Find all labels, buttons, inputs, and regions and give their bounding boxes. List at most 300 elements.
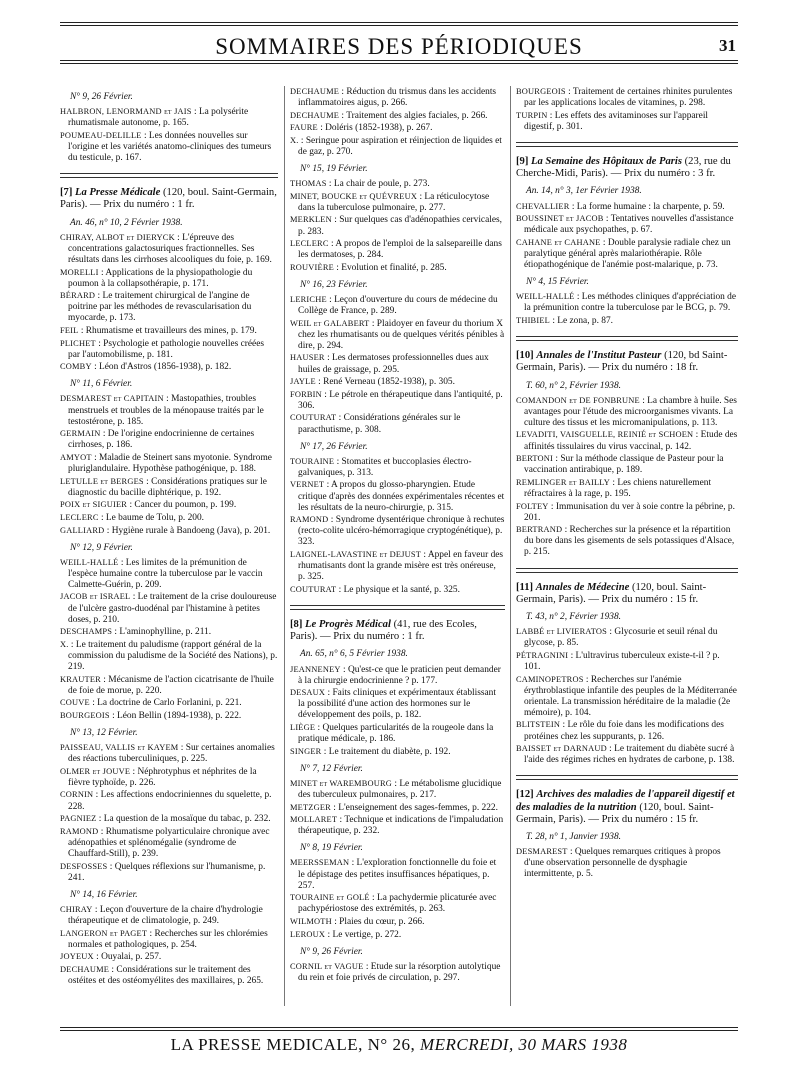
periodical-details: (120, boul. Saint-Germain, Paris). — Prix du numéro : 15 fr. bbox=[516, 581, 707, 605]
article-title: Les effets des avitaminoses sur l'appareil digestif, p. 301. bbox=[524, 110, 709, 132]
article-title: Plaies du cœur, p. 266. bbox=[339, 916, 425, 927]
article-title: Le traitement du diabète sucré à l'aide des régimes riches en hydrates de carbone, p. 138. bbox=[524, 744, 735, 766]
article-entry: DESFOSSES : Quelques réflexions sur l'humanisme, p. 241. bbox=[60, 861, 266, 883]
article-title: Qu'est-ce que le praticien peut demander à la chirurgie endocrinienne ? p. 177. bbox=[298, 664, 501, 686]
article-title: Les chiens naturellement réfractaires à la rage, p. 195. bbox=[524, 477, 712, 499]
article-authors: LANGERON et PAGET bbox=[60, 928, 148, 938]
article-title: Cancer du poumon, p. 199. bbox=[134, 500, 237, 511]
periodical-number: [8] bbox=[290, 618, 303, 630]
article-entry: LABBÉ et LIVIERATOS : Glycosurie et seuil rénal du glycose, p. 85. bbox=[516, 627, 718, 649]
article-entry: LANGERON et PAGET : Recherches sur les chlorémies normales et pathologiques, p. 254. bbox=[60, 928, 268, 950]
article-entry: ROUVIÈRE : Evolution et finalité, p. 285. bbox=[290, 262, 447, 273]
article-title: Les limites de la prémunition de l'espèce humaine contre la tuberculose par le vaccin Calmette-Guérin, p. 209. bbox=[68, 557, 263, 590]
article-title: Plaidoyer en faveur du thorium X chez les rhumatisants ou de quelques vérités pénibles à dire, p. 294. bbox=[298, 318, 505, 351]
article-authors: COUVE bbox=[60, 698, 90, 708]
article-authors: MERKLEN bbox=[290, 215, 332, 225]
issue-heading: N° 8, 19 Février. bbox=[300, 843, 363, 854]
article-entry: LIÈGE : Quelques particularités de la rougeole dans la pratique médicale, p. 186. bbox=[290, 723, 494, 745]
article-title: Recherches sur la présence et la répartition du bore dans les gisements de sels potassiques d'Alsace, p. 215. bbox=[524, 525, 735, 558]
article-authors: THOMAS bbox=[290, 179, 327, 189]
issue-heading: N° 13, 12 Février. bbox=[70, 728, 138, 738]
article-entry: WILMOTH : Plaies du cœur, p. 266. bbox=[290, 916, 425, 927]
article-entry: THOMAS : La chair de poule, p. 273. bbox=[290, 179, 430, 190]
article-entry: LEROUX : Le vertige, p. 272. bbox=[290, 929, 402, 940]
article-title: Les affections endocriniennes du squelette, p. 228. bbox=[68, 790, 272, 812]
article-entry: BERTRAND : Recherches sur la présence et la répartition du bore dans les gisements de sels potassiques d'Alsace, p. 215. bbox=[516, 525, 735, 558]
issue-heading: N° 9, 26 Février. bbox=[70, 92, 133, 102]
article-authors: COMANDON et DE FONBRUNE bbox=[516, 395, 640, 405]
article-authors: X. bbox=[290, 135, 299, 145]
issue-heading: N° 12, 9 Février. bbox=[70, 542, 133, 553]
article-title: A propos de l'emploi de la salsepareille dans les dermatoses, p. 284. bbox=[298, 239, 502, 261]
article-authors: LETULLE et BERGES bbox=[60, 476, 144, 486]
article-authors: FOLTEY bbox=[516, 501, 549, 511]
article-title: Le traitement chirurgical de l'angine de poitrine par les méthodes de revascularisation du myocarde, p. 173. bbox=[68, 291, 252, 324]
article-entry: FORBIN : Le pétrole en thérapeutique dans l'antiquité, p. 306. bbox=[290, 389, 503, 411]
periodical-header-11 bbox=[516, 582, 738, 607]
article-entry: DECHAUME : Considérations sur le traitement des ostéites et des ostéomyélites des maxillaires, p. 265. bbox=[60, 964, 264, 986]
article-authors: DECHAUME bbox=[60, 964, 110, 974]
article-entry: FEIL : Rhumatisme et travailleurs des mines, p. 179. bbox=[60, 326, 257, 336]
periodical-header-7 bbox=[60, 187, 278, 212]
footer-rule-top bbox=[60, 1027, 738, 1028]
article-entry: CHIRAY : Leçon d'ouverture de la chaire d'hydrologie thérapeutique et de climatologie, p. 249. bbox=[60, 904, 263, 926]
article-entry: SINGER : Le traitement du diabète, p. 192. bbox=[290, 746, 451, 757]
article-entry: RAMOND : Rhumatisme polyarticulaire chronique avec adénopathies et splénomégalie (syndrome de Chauffard-Still), p. 239. bbox=[60, 826, 270, 859]
article-entry: POIX et SIGUIER : Cancer du poumon, p. 199. bbox=[60, 500, 237, 511]
entry-block bbox=[290, 649, 505, 983]
article-entry: PLICHET : Psychologie et pathologie nouvelles créées par l'automobilisme, p. 181. bbox=[60, 338, 265, 360]
article-entry: RAMOND : Syndrome dysentérique chronique à rechutes (recto-colite ulcéro-hémorragique cryptogénétique), p. 323. bbox=[290, 515, 505, 548]
article-title: De l'origine endocrinienne de certaines cirrhoses, p. 186. bbox=[68, 429, 255, 451]
article-authors: CHIRAY bbox=[60, 904, 93, 914]
article-authors: DESMAREST et CAPITAIN bbox=[60, 394, 164, 404]
article-title: Evolution et finalité, p. 285. bbox=[341, 262, 447, 273]
article-authors: X. bbox=[60, 639, 69, 649]
article-entry: GALLIARD : Hygiène rurale à Bandoeng (Java), p. 201. bbox=[60, 525, 271, 536]
article-authors: MEERSSEMAN bbox=[290, 858, 350, 868]
article-title: Double paralysie radiale chez un paralytique général après malariothérapie. Rôle étiopathogénique de l'anémie post-malarique, p. 73. bbox=[524, 237, 731, 271]
header-rule-bottom bbox=[60, 60, 738, 61]
column-divider-2 bbox=[510, 86, 511, 1006]
article-authors: LIÈGE bbox=[290, 723, 316, 732]
article-title: La pachydermie plicaturée avec pachypériostose des extrémités, p. 263. bbox=[298, 893, 497, 915]
article-authors: FORBIN bbox=[290, 389, 322, 399]
article-entry: JOYEUX : Ouyalai, p. 257. bbox=[60, 952, 162, 963]
article-entry: TOURAINE et GOLÉ : La pachydermie plicaturée avec pachypériostose des extrémités, p. 263. bbox=[290, 893, 497, 915]
article-authors: WEILL-HALLÉ bbox=[60, 557, 119, 567]
article-entry: JEANNENEY : Qu'est-ce que le praticien peut demander à la chirurgie endocrinienne ? p. 177. bbox=[290, 664, 501, 686]
article-title: L'aminophylline, p. 211. bbox=[119, 627, 212, 638]
periodical-title: Le Progrès Médical bbox=[305, 618, 391, 630]
periodical-title: La Presse Médicale bbox=[75, 187, 161, 199]
article-title: Quelques réflexions sur l'humanisme, p. 241. bbox=[68, 861, 266, 883]
article-entry: VERNET : A propos du glosso-pharyngien. Etude critique d'après des données expérimentales récentes et les résultats de la neuro-chirurgie, p. 315. bbox=[290, 480, 505, 513]
article-authors: LECLERC bbox=[290, 239, 329, 249]
article-authors: HALBRON, LENORMAND et JAIS bbox=[60, 107, 192, 117]
article-entry: CAMINOPETROS : Recherches sur l'anémie érythroblastique infantile des peuples de la Méditerranée orientale. La transmission héréditaire de la maladie (2e mémoire), p. 104. bbox=[516, 674, 737, 718]
article-title: Rhumatisme et travailleurs des mines, p. 179. bbox=[85, 326, 257, 336]
periodical-title: La Semaine des Hôpitaux de Paris bbox=[531, 155, 682, 167]
article-entry: COUTURAT : Le physique et la santé, p. 325. bbox=[290, 584, 460, 595]
article-title: Considérations sur le traitement des ostéites et des ostéomyélites des maxillaires, p. 265. bbox=[68, 964, 264, 986]
issue-heading: An. 46, n° 10, 2 Février 1938. bbox=[70, 217, 183, 228]
article-authors: BOUSSINET et JACOB bbox=[516, 214, 604, 224]
article-entry: DESCHAMPS : L'aminophylline, p. 211. bbox=[60, 627, 212, 638]
article-title: Le métabolisme glucidique des tuberculeux pulmonaires, p. 217. bbox=[298, 778, 502, 800]
issue-heading: N° 9, 26 Février. bbox=[300, 946, 363, 957]
article-authors: HAUSER bbox=[290, 353, 325, 363]
article-title: Le traitement du diabète, p. 192. bbox=[328, 746, 451, 757]
article-title: Léon Bellin (1894-1938), p. 222. bbox=[117, 710, 242, 721]
article-title: Le traitement de la crise douloureuse de l'ulcère gastro-duodénal par l'histamine à petites doses, p. 210. bbox=[68, 592, 277, 625]
article-authors: JAYLE bbox=[290, 377, 316, 387]
article-title: Psychologie et pathologie nouvelles créées par l'automobilisme, p. 181. bbox=[68, 338, 265, 360]
entry-block bbox=[516, 612, 738, 766]
article-authors: RAMOND bbox=[290, 515, 329, 525]
article-entry: DECHAUME : Réduction du trismus dans les accidents inflammatoires aigus, p. 266. bbox=[290, 87, 497, 109]
issue-heading: An. 14, n° 3, 1er Février 1938. bbox=[526, 186, 642, 197]
article-title: Les méthodes cliniques d'appréciation de la prémunition contre la tuberculose par le BCG, p. 79. bbox=[524, 292, 737, 314]
article-entry: TURPIN : Les effets des avitaminoses sur l'appareil digestif, p. 301. bbox=[516, 110, 709, 132]
article-authors: RAMOND bbox=[60, 826, 99, 836]
article-authors: WILMOTH bbox=[290, 916, 332, 926]
article-entry: HALBRON, LENORMAND et JAIS : La polysérite rhumatismale autonome, p. 165. bbox=[60, 107, 249, 129]
article-authors: TOURAINE et GOLÉ bbox=[290, 893, 370, 903]
article-title: Les données nouvelles sur l'origine et les variétés anatomo-cliniques des tumeurs du testicule, p. 167. bbox=[68, 130, 272, 163]
article-authors: BÉRARD bbox=[60, 291, 96, 301]
article-authors: VERNET bbox=[290, 480, 325, 490]
periodical-details: (41, rue des Ecoles, Paris). — Prix du numéro : 1 fr. bbox=[290, 618, 477, 643]
entry-block bbox=[516, 832, 738, 880]
article-entry: PAGNIEZ : La question de la mosaïque du tabac, p. 232. bbox=[60, 814, 271, 825]
article-authors: AMYOT bbox=[60, 452, 92, 462]
article-entry: MORELLI : Applications de la physiopathologie du poumon à la collapsothérapie, p. 171. bbox=[60, 267, 253, 289]
article-authors: CORNIL et VAGUE bbox=[290, 961, 364, 971]
article-authors: TURPIN bbox=[516, 110, 548, 120]
periodical-header-8 bbox=[290, 619, 505, 644]
page-number: 31 bbox=[719, 36, 736, 55]
issue-heading: N° 15, 19 Février. bbox=[300, 164, 368, 175]
periodical-details: (120, boul. Saint-Germain, Paris). — Prix du numéro : 1 fr. bbox=[60, 187, 277, 211]
article-title: Mastopathies, troubles menstruels et troubles de la ménopause traités par le testostérone, p. 185. bbox=[68, 394, 264, 427]
article-entry: LECLERC : Le baume de Tolu, p. 200. bbox=[60, 512, 205, 523]
periodical-number: [9] bbox=[516, 155, 529, 167]
article-entry: COMBY : Léon d'Astros (1856-1938), p. 182. bbox=[60, 362, 232, 373]
article-authors: BERTRAND bbox=[516, 525, 563, 535]
article-entry: CORNIN : Les affections endocriniennes du squelette, p. 228. bbox=[60, 790, 272, 812]
header-rule-top bbox=[60, 22, 738, 23]
article-title: Sur quelques cas d'adénopathies cervicales, p. 283. bbox=[298, 215, 503, 237]
article-title: Leçon d'ouverture du cours de médecine du Collège de France, p. 289. bbox=[298, 295, 498, 317]
article-authors: WEIL et GALABERT bbox=[290, 318, 370, 328]
article-authors: PÉTRAGNINI bbox=[516, 650, 569, 660]
separator bbox=[516, 775, 738, 780]
footer-date: MERCREDI, 30 MARS 1938 bbox=[419, 1035, 628, 1054]
footer-journal: LA PRESSE MEDICALE, N° 26, bbox=[170, 1035, 420, 1054]
column-divider-1 bbox=[284, 86, 285, 1006]
article-authors: LECLERC bbox=[60, 512, 99, 522]
periodical-number: [10] bbox=[516, 350, 534, 361]
entry-block bbox=[516, 381, 738, 559]
article-authors: DESCHAMPS bbox=[60, 627, 113, 637]
issue-heading: T. 43, n° 2, Février 1938. bbox=[526, 612, 621, 623]
article-title: Technique et indications de l'impaludation thérapeutique, p. 232. bbox=[298, 815, 504, 837]
article-authors: KRAUTER bbox=[60, 674, 101, 684]
article-title: Le vertige, p. 272. bbox=[332, 929, 402, 940]
article-authors: CHEVALLIER bbox=[516, 201, 570, 211]
article-entry: FOLTEY : Immunisation du ver à soie contre la pébrine, p. 201. bbox=[516, 501, 735, 523]
article-entry: FAURE : Doléris (1852-1938), p. 267. bbox=[290, 123, 433, 134]
article-title: Quelques remarques critiques à propos d'une observation personnelle de dysphagie intermittente, p. 5. bbox=[524, 847, 721, 880]
article-entry: MINET, BOUCKE et QUÉVREUX : La réticulocytose dans la tuberculose pulmonaire, p. 277. bbox=[290, 191, 490, 213]
article-authors: SINGER bbox=[290, 746, 322, 756]
issue-heading: An. 65, n° 6, 5 Février 1938. bbox=[300, 649, 408, 660]
article-entry: CHEVALLIER : La forme humaine : la charpente, p. 59. bbox=[516, 201, 725, 212]
article-title: Les dermatoses professionnelles dues aux huiles de graissage, p. 295. bbox=[298, 353, 489, 375]
article-authors: DESAUX bbox=[290, 688, 326, 698]
article-entry: OLMER et JOUVE : Néphrotyphus et néphrites de la fièvre typhoïde, p. 226. bbox=[60, 766, 257, 788]
article-title: Faits cliniques et expérimentaux établissant la possibilité d'une action des hormones sur le développement des poils, p. 182. bbox=[298, 688, 496, 721]
article-title: Etude sur la résorption autolytique du rein et foie privés de circulation, p. 297. bbox=[298, 961, 501, 983]
article-entry: WEILL-HALLÉ : Les méthodes cliniques d'appréciation de la prémunition contre la tuberculose par le BCG, p. 79. bbox=[516, 292, 737, 314]
article-title: René Verneau (1852-1938), p. 305. bbox=[323, 377, 455, 388]
article-entry: HAUSER : Les dermatoses professionnelles dues aux huiles de graissage, p. 295. bbox=[290, 353, 489, 375]
issue-heading: T. 28, n° 1, Janvier 1938. bbox=[526, 832, 621, 843]
entry-block bbox=[60, 92, 278, 164]
entry-block bbox=[516, 186, 738, 327]
article-entry: COUTURAT : Considérations générales sur le paracthutisme, p. 308. bbox=[290, 413, 461, 435]
article-entry: MOLLARET : Technique et indications de l'impaludation thérapeutique, p. 232. bbox=[290, 815, 504, 837]
article-title: Rhumatisme polyarticulaire chronique avec adénopathies et splénomégalie (syndrome de Chauffard-Still), p. 239. bbox=[68, 826, 270, 859]
article-title: Le rôle du foie dans les modifications des protéines chez les suppurants, p. 126. bbox=[524, 720, 724, 742]
article-authors: CAHANE et CAHANE bbox=[516, 237, 601, 247]
article-authors: POIX et SIGUIER bbox=[60, 500, 128, 510]
article-authors: PAISSEAU, VALLIS et KAYEM bbox=[60, 743, 179, 753]
article-entry: BERTONI : Sur la méthode classique de Pasteur pour la vaccination antirabique, p. 189. bbox=[516, 454, 724, 476]
footer-rule-top-2 bbox=[60, 1030, 738, 1031]
article-title: Maladie de Steinert sans myotonie. Syndrome pluriglandulaire. Hypothèse pathogénique, p. 188. bbox=[68, 452, 272, 475]
column-2 bbox=[290, 86, 505, 1026]
article-title: Néphrotyphus et néphrites de la fièvre typhoïde, p. 226. bbox=[68, 766, 257, 788]
article-authors: BOURGEOIS bbox=[60, 710, 110, 720]
separator bbox=[516, 142, 738, 147]
issue-heading: N° 14, 16 Février. bbox=[70, 889, 138, 900]
article-entry: COUVE : La doctrine de Carlo Forlanini, p. 221. bbox=[60, 698, 242, 709]
article-title: La question de la mosaïque du tabac, p. 232. bbox=[103, 814, 271, 825]
article-entry: WEILL-HALLÉ : Les limites de la prémunition de l'espèce humaine contre la tuberculose par le vaccin Calmette-Guérin, p. 209. bbox=[60, 557, 263, 590]
article-entry: PAISSEAU, VALLIS et KAYEM : Sur certaines anomalies des réactions tuberculiniques, p. 225. bbox=[60, 743, 275, 765]
article-title: La chambre à huile. Ses avantages pour l'étude des microorganismes vivants. La culture des tissus et les micromanipulations, p. 113. bbox=[524, 395, 737, 428]
article-authors: BAISSET et DARNAUD bbox=[516, 744, 607, 754]
article-title: Sur certaines anomalies des réactions tuberculiniques, p. 225. bbox=[68, 743, 275, 765]
article-entry: X. : Seringue pour aspiration et réinjection de liquides et de gaz, p. 270. bbox=[290, 135, 502, 157]
article-title: L'ultravirus tuberculeux existe-t-il ? p. 101. bbox=[524, 650, 720, 672]
article-title: Le zona, p. 87. bbox=[557, 315, 613, 326]
article-authors: JACOB et ISRAEL bbox=[60, 592, 131, 602]
article-authors: JEANNENEY bbox=[290, 664, 341, 674]
article-authors: FAURE bbox=[290, 123, 318, 133]
article-authors: CORNIN bbox=[60, 790, 94, 800]
article-authors: OLMER et JOUVE bbox=[60, 766, 131, 776]
article-entry: LEVADITI, VAISGUELLE, REINIÉ et SCHOEN : Etude des affinités tissulaires du virus vaccinal, p. 142. bbox=[516, 430, 738, 452]
article-entry: CAHANE et CAHANE : Double paralysie radiale chez un paralytique général après malariothérapie. Rôle étiopathogénique de l'anémie post-malarique, p. 73. bbox=[516, 237, 731, 271]
column-1 bbox=[60, 86, 278, 1026]
article-authors: COMBY bbox=[60, 362, 92, 372]
issue-heading: N° 7, 12 Février. bbox=[300, 763, 363, 774]
article-authors: MINET, BOUCKE et QUÉVREUX bbox=[290, 191, 418, 201]
entry-block bbox=[290, 86, 505, 596]
article-entry: JACOB et ISRAEL : Le traitement de la crise douloureuse de l'ulcère gastro-duodénal par l'histamine à petites doses, p. 210. bbox=[60, 592, 277, 625]
article-title: Immunisation du ver à soie contre la pébrine, p. 201. bbox=[524, 501, 735, 523]
article-authors: CHIRAY, ALBOT et DIERYCK bbox=[60, 232, 175, 242]
article-title: Leçon d'ouverture de la chaire d'hydrologie thérapeutique et de climatologie, p. 249. bbox=[68, 904, 263, 926]
article-entry: BOUSSINET et JACOB : Tentatives nouvelles d'assistance médicale aux psychopathes, p. 67. bbox=[516, 214, 734, 236]
article-title: Le physique et la santé, p. 325. bbox=[343, 584, 460, 595]
header-rule-bottom-2 bbox=[60, 63, 738, 64]
periodical-header-10 bbox=[516, 350, 738, 375]
article-authors: BOURGEOIS bbox=[516, 87, 566, 96]
article-authors: ROUVIÈRE bbox=[290, 262, 334, 272]
article-title: Recherches sur les chlorémies normales et pathologiques, p. 254. bbox=[68, 928, 268, 950]
periodical-header-9 bbox=[516, 156, 738, 181]
article-title: Réduction du trismus dans les accidents inflammatoires aigus, p. 266. bbox=[298, 87, 497, 109]
article-entry: METZGER : L'enseignement des sages-femmes, p. 222. bbox=[290, 802, 498, 813]
article-entry: MERKLEN : Sur quelques cas d'adénopathies cervicales, p. 283. bbox=[290, 215, 503, 237]
article-entry: COMANDON et DE FONBRUNE : La chambre à huile. Ses avantages pour l'étude des microorganismes vivants. La culture des tissus et les micromanipulations, p. 113. bbox=[516, 395, 737, 428]
article-entry: BOURGEOIS : Traitement de certaines rhinites purulentes par les applications locales de vitamines, p. 298. bbox=[516, 87, 733, 109]
article-authors: REMLINGER et BAILLY bbox=[516, 477, 611, 487]
article-authors: LEVADITI, VAISGUELLE, REINIÉ et SCHOEN bbox=[516, 430, 694, 440]
article-entry: BOURGEOIS : Léon Bellin (1894-1938), p. 222. bbox=[60, 710, 242, 721]
article-entry: GERMAIN : De l'origine endocrinienne de certaines cirrhoses, p. 186. bbox=[60, 429, 255, 451]
article-title: Le traitement du paludisme (rapport général de la commission du paludisme de la Société des Nations), p. 219. bbox=[68, 639, 278, 673]
issue-heading: N° 16, 23 Février. bbox=[300, 279, 368, 290]
entry-block bbox=[516, 86, 738, 133]
article-title: La forme humaine : la charpente, p. 59. bbox=[576, 201, 725, 212]
periodical-number: [7] bbox=[60, 187, 73, 199]
periodical-number: [12] bbox=[516, 789, 534, 801]
periodical-details: (120, boul. Saint-Germain, Paris). — Prix du numéro : 15 fr. bbox=[516, 801, 714, 825]
article-entry: LETULLE et BERGES : Considérations pratiques sur le diagnostic du bacille diphtérique, p. 192. bbox=[60, 476, 267, 498]
article-authors: LERICHE bbox=[290, 295, 327, 304]
issue-heading: T. 60, n° 2, Février 1938. bbox=[526, 380, 621, 391]
article-authors: PAGNIEZ bbox=[60, 814, 97, 824]
article-authors: JOYEUX bbox=[60, 952, 94, 962]
article-entry: THIBIEL : Le zona, p. 87. bbox=[516, 315, 613, 326]
article-entry: MINET et WAREMBOURG : Le métabolisme glucidique des tuberculeux pulmonaires, p. 217. bbox=[290, 778, 502, 800]
article-title: Doléris (1852-1938), p. 267. bbox=[325, 123, 433, 134]
article-title: Ouyalai, p. 257. bbox=[101, 952, 162, 963]
article-entry: BÉRARD : Le traitement chirurgical de l'angine de poitrine par les méthodes de revascularisation du myocarde, p. 173. bbox=[60, 291, 252, 324]
article-title: Tentatives nouvelles d'assistance médicale aux psychopathes, p. 67. bbox=[524, 214, 734, 236]
article-entry: KRAUTER : Mécanisme de l'action cicatrisante de l'huile de foie de morue, p. 220. bbox=[60, 674, 274, 696]
article-title: La polysérite rhumatismale autonome, p. 165. bbox=[68, 107, 249, 129]
article-entry: LAIGNEL-LAVASTINE et DEJUST : Appel en faveur des rhumatisants dont la grande misère est très onéreuse, p. 325. bbox=[290, 549, 504, 583]
article-entry: TOURAINE : Stomatites et buccoplasies électro-galvaniques, p. 313. bbox=[290, 456, 472, 478]
article-entry: DESAUX : Faits cliniques et expérimentaux établissant la possibilité d'une action des hormones sur le développement des poils, p. 182. bbox=[290, 688, 496, 721]
article-authors: FEIL bbox=[60, 326, 79, 335]
article-title: Considérations générales sur le paracthutisme, p. 308. bbox=[298, 413, 461, 435]
article-entry: MEERSSEMAN : L'exploration fonctionnelle du foie et le dépistage des petites insuffisances hépatiques, p. 257. bbox=[290, 858, 497, 891]
article-title: Traitement des algies faciales, p. 266. bbox=[346, 110, 488, 121]
article-entry: DESMAREST : Quelques remarques critiques à propos d'une observation personnelle de dysphagie intermittente, p. 5. bbox=[516, 847, 721, 880]
article-authors: MORELLI bbox=[60, 267, 99, 277]
page-title: SOMMAIRES DES PÉRIODIQUES bbox=[215, 34, 583, 59]
article-title: Considérations pratiques sur le diagnostic du bacille diphtérique, p. 192. bbox=[68, 476, 267, 498]
article-authors: POUMEAU-DELILLE bbox=[60, 130, 142, 140]
article-title: Appel en faveur des rhumatisants dont la grande misère est très onéreuse, p. 325. bbox=[298, 549, 504, 583]
article-authors: DECHAUME bbox=[290, 110, 340, 120]
article-authors: METZGER bbox=[290, 802, 331, 812]
article-authors: MINET et WAREMBOURG bbox=[290, 778, 393, 788]
article-title: Recherches sur l'anémie érythroblastique infantile des peuples de la Méditerranée orientale. La transmission héréditaire de la maladie (2e mémoire), p. 104. bbox=[524, 674, 737, 718]
article-entry: POUMEAU-DELILLE : Les données nouvelles sur l'origine et les variétés anatomo-cliniques des tumeurs du testicule, p. 167. bbox=[60, 130, 272, 163]
article-authors: BLITSTEIN bbox=[516, 720, 561, 730]
article-title: A propos du glosso-pharyngien. Etude critique d'après des données expérimentales récentes et les résultats de la neuro-chirurgie, p. 315. bbox=[298, 480, 505, 513]
article-entry: DESMAREST et CAPITAIN : Mastopathies, troubles menstruels et troubles de la ménopause traités par le testostérone, p. 185. bbox=[60, 394, 264, 427]
article-title: Le pétrole en thérapeutique dans l'antiquité, p. 306. bbox=[298, 389, 503, 411]
article-authors: LAIGNEL-LAVASTINE et DEJUST bbox=[290, 549, 422, 559]
article-title: Syndrome dysentérique chronique à rechutes (recto-colite ulcéro-hémorragique cryptogénétique), p. 323. bbox=[298, 515, 505, 548]
article-authors: GALLIARD bbox=[60, 525, 105, 535]
article-authors: DECHAUME bbox=[290, 87, 340, 96]
article-title: La doctrine de Carlo Forlanini, p. 221. bbox=[97, 698, 242, 709]
article-entry: AMYOT : Maladie de Steinert sans myotonie. Syndrome pluriglandulaire. Hypothèse pathogénique, p. 188. bbox=[60, 452, 272, 475]
article-entry: BLITSTEIN : Le rôle du foie dans les modifications des protéines chez les suppurants, p. 126. bbox=[516, 720, 724, 742]
article-entry: LECLERC : A propos de l'emploi de la salsepareille dans les dermatoses, p. 284. bbox=[290, 239, 502, 261]
article-entry: WEIL et GALABERT : Plaidoyer en faveur du thorium X chez les rhumatisants ou de quelques vérités pénibles à dire, p. 294. bbox=[290, 318, 505, 351]
separator bbox=[516, 336, 738, 341]
article-title: Stomatites et buccoplasies électro-galvaniques, p. 313. bbox=[298, 456, 472, 478]
separator bbox=[290, 605, 505, 610]
article-authors: BERTONI bbox=[516, 454, 554, 464]
article-title: Sur la méthode classique de Pasteur pour la vaccination antirabique, p. 189. bbox=[524, 454, 724, 476]
article-authors: DESFOSSES bbox=[60, 861, 108, 871]
periodical-number: [11] bbox=[516, 581, 534, 593]
article-title: La réticulocytose dans la tuberculose pulmonaire, p. 277. bbox=[298, 191, 490, 213]
periodical-title: Annales de Médecine bbox=[535, 581, 630, 593]
article-title: Traitement de certaines rhinites purulentes par les applications locales de vitamines, p. 298. bbox=[524, 87, 733, 109]
article-title: L'exploration fonctionnelle du foie et le dépistage des petites insuffisances hépatiques, p. 257. bbox=[298, 858, 497, 891]
article-entry: PÉTRAGNINI : L'ultravirus tuberculeux existe-t-il ? p. 101. bbox=[516, 650, 720, 672]
periodical-header-12 bbox=[516, 789, 738, 826]
article-authors: DESMAREST bbox=[516, 847, 568, 857]
article-authors: PLICHET bbox=[60, 338, 96, 348]
periodical-title: Archives des maladies de l'appareil digestif et des maladies de la nutrition bbox=[516, 789, 735, 813]
article-title: L'épreuve des concentrations galactosuriques fractionnelles. Ses résultats dans les cirrhoses alcooliques du foie, p. 169. bbox=[68, 232, 272, 265]
header-rule-top-2 bbox=[60, 25, 738, 26]
periodical-details: (23, rue du Cherche-Midi, Paris). — Prix du numéro : 3 fr. bbox=[516, 155, 731, 180]
article-title: Mécanisme de l'action cicatrisante de l'huile de foie de morue, p. 220. bbox=[68, 674, 274, 696]
article-entry: JAYLE : René Verneau (1852-1938), p. 305. bbox=[290, 377, 455, 388]
article-entry: BAISSET et DARNAUD : Le traitement du diabète sucré à l'aide des régimes riches en hydrates de carbone, p. 138. bbox=[516, 744, 735, 766]
article-entry: CORNIL et VAGUE : Etude sur la résorption autolytique du rein et foie privés de circulation, p. 297. bbox=[290, 961, 501, 983]
article-title: Etude des affinités tissulaires du virus vaccinal, p. 142. bbox=[524, 430, 738, 452]
article-authors: GERMAIN bbox=[60, 429, 101, 439]
footer-line bbox=[60, 1035, 738, 1055]
issue-heading: N° 11, 6 Février. bbox=[70, 379, 133, 390]
issue-heading: N° 17, 26 Février. bbox=[300, 441, 368, 452]
periodical-title: Annales de l'Institut Pasteur bbox=[536, 350, 662, 361]
article-title: Seringue pour aspiration et réinjection de liquides et de gaz, p. 270. bbox=[298, 135, 502, 157]
article-authors: LEROUX bbox=[290, 929, 326, 939]
article-title: L'enseignement des sages-femmes, p. 222. bbox=[338, 802, 498, 813]
separator bbox=[60, 173, 278, 178]
periodical-details: (120, bd Saint-Germain, Paris). — Prix du numéro : 18 fr. bbox=[516, 350, 728, 374]
article-entry: REMLINGER et BAILLY : Les chiens naturellement réfractaires à la rage, p. 195. bbox=[516, 477, 712, 499]
article-authors: TOURAINE bbox=[290, 456, 335, 466]
